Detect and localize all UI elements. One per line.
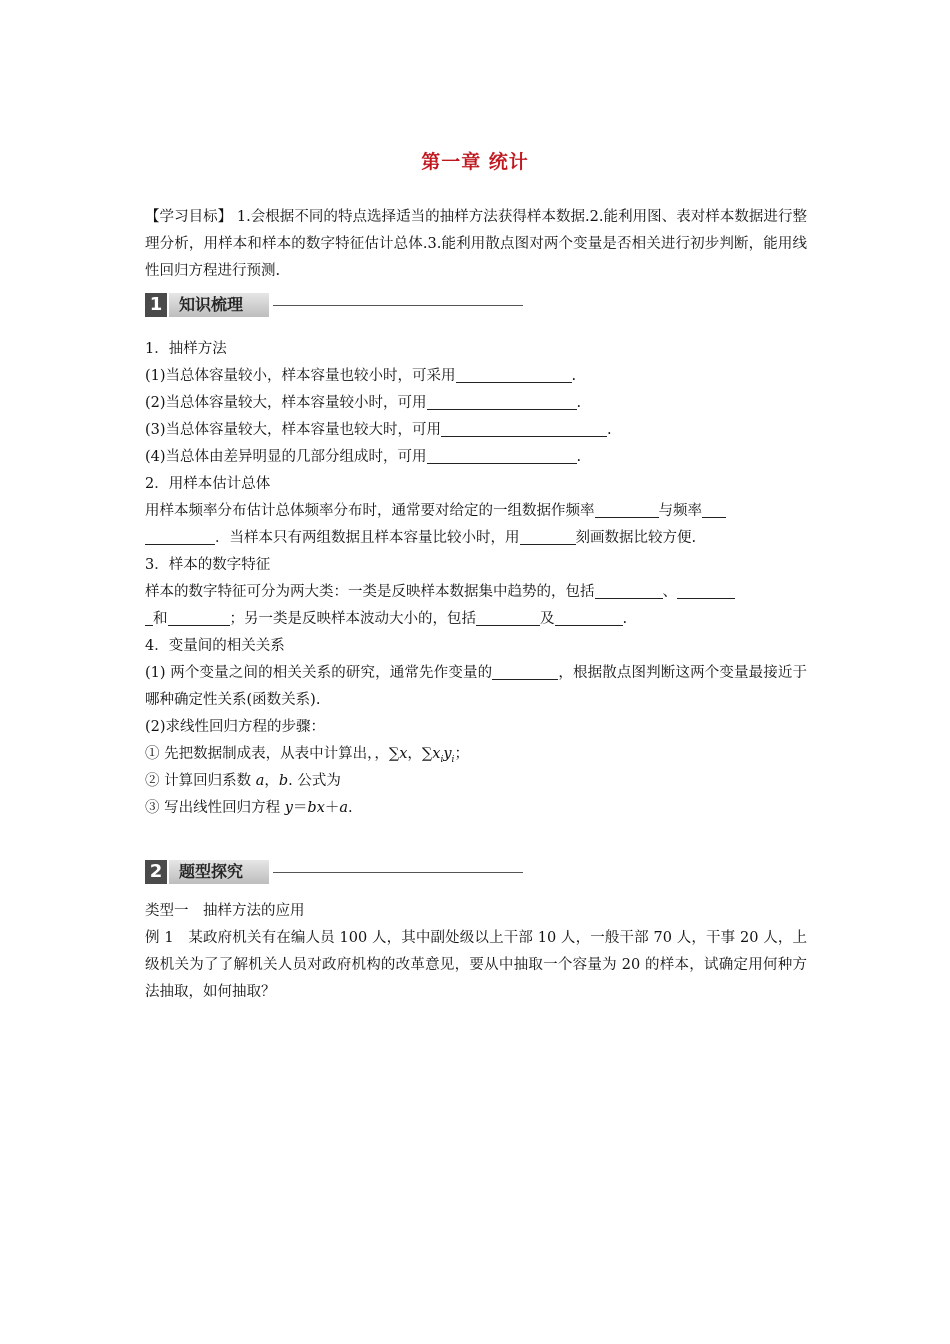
goals-text: 1.会根据不同的特点选择适当的抽样方法获得样本数据.2.能利用图、表对样本数据进行整理分析，用样本和样本的数字特征估计总体.3.能利用散点图对两个变量是否相关进行初步判断，能用线性回归方程进行预测. <box>145 209 807 279</box>
fill-blank <box>456 366 572 383</box>
type-heading: 类型一 抽样方法的应用 <box>145 903 305 919</box>
section-header-knowledge <box>145 293 525 317</box>
section-header-problem-types <box>145 860 525 884</box>
fill-blank <box>145 609 153 626</box>
fill-blank <box>441 420 607 437</box>
section-title: 题型探究 <box>179 862 244 881</box>
section-number: 2 <box>145 860 167 884</box>
item-2: (2)当总体容量较大，样本容量较小时，可用 . <box>145 395 582 411</box>
paragraph-features-1: 样本的数字特征可分为两大类：一类是反映样本数据集中趋势的，包括 、 <box>145 579 807 606</box>
problem-types-body <box>145 898 807 1006</box>
fill-blank <box>168 609 230 626</box>
fill-blank <box>555 609 623 626</box>
step-1: ① 先把数据制成表，从表中计算出，，∑x，$\sum x_iy_i$； <box>145 746 469 765</box>
paragraph-estimate-2: ．当样本只有两组数据且样本容量比较小时，用 刻画数据比较方便. <box>145 525 807 552</box>
section-rule <box>273 872 523 873</box>
goals-label: 【学习目标】 <box>145 209 233 225</box>
step-2: ② 计算回归系数 a，b. 公式为 <box>145 773 341 789</box>
item-4: (4)当总体由差异明显的几部分组成时，可用 . <box>145 449 582 465</box>
paragraph-features-2: 和 ；另一类是反映样本波动大小的，包括 及 . <box>145 606 807 633</box>
section-rule <box>273 305 523 306</box>
fill-blank <box>145 528 215 545</box>
fill-blank <box>492 663 558 680</box>
paragraph-estimate-1: 用样本频率分布估计总体频率分布时，通常要对给定的一组数据作频率 与频率 <box>145 498 807 525</box>
example-1: 例 1 某政府机关有在编人员 100 人，其中副处级以上干部 10 人，一般干部 70 人，干事 20 人，上级机关为了了解机关人员对政府机构的改革意见，要从中抽取一个容量为 20 的样本，试确定用何种方法抽取，如何抽取？ <box>145 930 807 1000</box>
item-1: (1)当总体容量较小，样本容量也较小时，可采用 . <box>145 368 577 384</box>
heading-estimate-population: 2．用样本估计总体 <box>145 476 271 492</box>
heading-correlation: 4．变量间的相关关系 <box>145 638 285 654</box>
paragraph-regression-steps: (2)求线性回归方程的步骤： <box>145 719 326 735</box>
heading-numeric-features: 3．样本的数字特征 <box>145 557 271 573</box>
fill-blank <box>520 528 576 545</box>
fill-blank <box>427 447 577 464</box>
paragraph-correlation-1: (1) 两个变量之间的相关关系的研究，通常先作变量的 ，根据散点图判断这两个变量最接近于哪种确定性关系(函数关系). <box>145 665 808 708</box>
fill-blank <box>476 609 540 626</box>
step-3: ③ 写出线性回归方程 y＝bx＋a. <box>145 800 353 816</box>
fill-blank <box>702 501 726 518</box>
fill-blank <box>677 582 735 599</box>
fill-blank <box>427 393 577 410</box>
knowledge-body <box>145 336 807 822</box>
fill-blank <box>595 501 659 518</box>
learning-goals <box>145 204 807 285</box>
page-title: 第一章 统计 <box>421 151 529 173</box>
section-title: 知识梳理 <box>179 295 244 314</box>
fill-blank <box>595 582 663 599</box>
item-3: (3)当总体容量较大，样本容量也较大时，可用 . <box>145 422 612 438</box>
heading-sampling-methods: 1．抽样方法 <box>145 341 227 357</box>
section-number: 1 <box>145 293 167 317</box>
